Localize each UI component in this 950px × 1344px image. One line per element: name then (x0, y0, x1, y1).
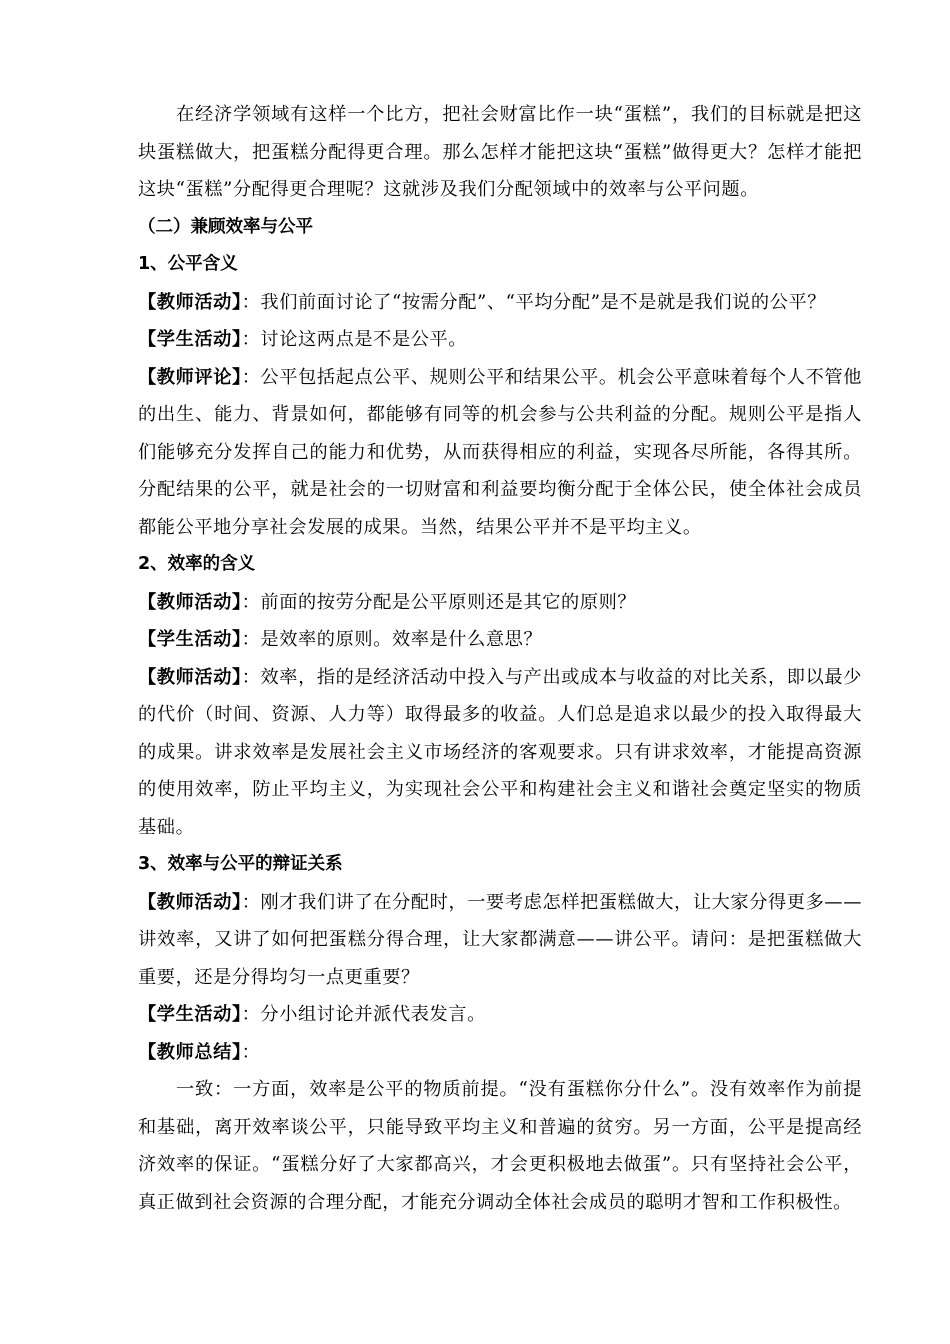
text-teacher-activity: ：前面的按劳分配是公平原则还是其它的原则？ (241, 591, 637, 613)
teacher-activity-2 (138, 584, 862, 622)
teacher-comment-1 (138, 359, 862, 547)
teacher-summary (138, 1034, 862, 1072)
label-teacher-activity: 【教师活动】 (138, 891, 242, 913)
text-teacher-activity: ：我们前面讨论了“按需分配”、“平均分配”是不是就是我们说的公平？ (241, 291, 827, 313)
conclusion-paragraph: 一致：一方面，效率是公平的物质前提。“没有蛋糕你分什么”。没有效率作为前提和基础，离开效率谈公平，只能导致平均主义和普遍的贫穷。另一方面，公平是提高经济效率的保证。“蛋糕分好了大家都高兴，才会更积极地去做蛋”。只有坚持社会公平，真正做到社会资源的合理分配，才能充分调动全体社会成员的聪明才智和工作积极性。 (138, 1079, 862, 1213)
text-student-activity: ：讨论这两点是不是公平。 (241, 329, 468, 350)
teacher-activity-3 (138, 659, 862, 847)
heading-fairness-meaning: 1、公平含义 (138, 254, 238, 274)
teacher-activity-1 (138, 284, 862, 322)
text-student-activity: ：分小组讨论并派代表发言。 (241, 1004, 486, 1025)
document-page (138, 96, 862, 1221)
student-activity-2 (138, 621, 862, 659)
text-teacher-activity: ：刚才我们讲了在分配时，一要考虑怎样把蛋糕做大，让大家分得更多——讲效率，又讲了如何把蛋糕分得合理，让大家都满意——讲公平。请问：是把蛋糕做大重要，还是分得均匀一点更重要？ (138, 891, 862, 988)
label-teacher-comment: 【教师评论】 (138, 366, 242, 388)
label-teacher-activity: 【教师活动】 (138, 291, 242, 313)
label-teacher-summary: 【教师总结】 (138, 1041, 242, 1063)
label-teacher-activity: 【教师活动】 (138, 666, 242, 688)
intro-paragraph: 在经济学领域有这样一个比方，把社会财富比作一块“蛋糕”，我们的目标就是把这块蛋糕做大，把蛋糕分配得更合理。那么怎样才能把这块“蛋糕”做得更大？怎样才能把这块“蛋糕”分配得更合理呢？这就涉及我们分配领域中的效率与公平问题。 (138, 104, 862, 200)
text-teacher-summary: ： (241, 1041, 261, 1063)
student-activity-1 (138, 321, 862, 359)
label-student-activity: 【学生活动】 (138, 1004, 242, 1025)
text-teacher-comment: ：公平包括起点公平、规则公平和结果公平。机会公平意味着每个人不管他的出生、能力、背景如何，都能够有同等的机会参与公共利益的分配。规则公平是指人们能够充分发挥自己的能力和优势，从而获得相应的利益，实现各尽所能，各得其所。分配结果的公平，就是社会的一切财富和利益要均衡分配于全体公民，使全体社会成员都能公平地分享社会发展的成果。当然，结果公平并不是平均主义。 (138, 366, 862, 538)
text-teacher-activity: ：效率，指的是经济活动中投入与产出或成本与收益的对比关系，即以最少的代价（时间、资源、人力等）取得最多的收益。人们总是追求以最少的投入取得最大的成果。讲求效率是发展社会主义市场经济的客观要求。只有讲求效率，才能提高资源的使用效率，防止平均主义，为实现社会公平和构建社会主义和谐社会奠定坚实的物质基础。 (138, 666, 862, 838)
label-student-activity: 【学生活动】 (138, 329, 242, 350)
text-student-activity: ：是效率的原则。效率是什么意思？ (241, 629, 543, 650)
section-title: （二）兼顾效率与公平 (138, 216, 313, 237)
label-teacher-activity: 【教师活动】 (138, 591, 242, 613)
student-activity-3 (138, 996, 862, 1034)
heading-dialectical-relation: 3、效率与公平的辩证关系 (138, 854, 343, 874)
label-student-activity: 【学生活动】 (138, 629, 242, 650)
teacher-activity-4 (138, 884, 862, 997)
heading-efficiency-meaning: 2、效率的含义 (138, 554, 256, 574)
